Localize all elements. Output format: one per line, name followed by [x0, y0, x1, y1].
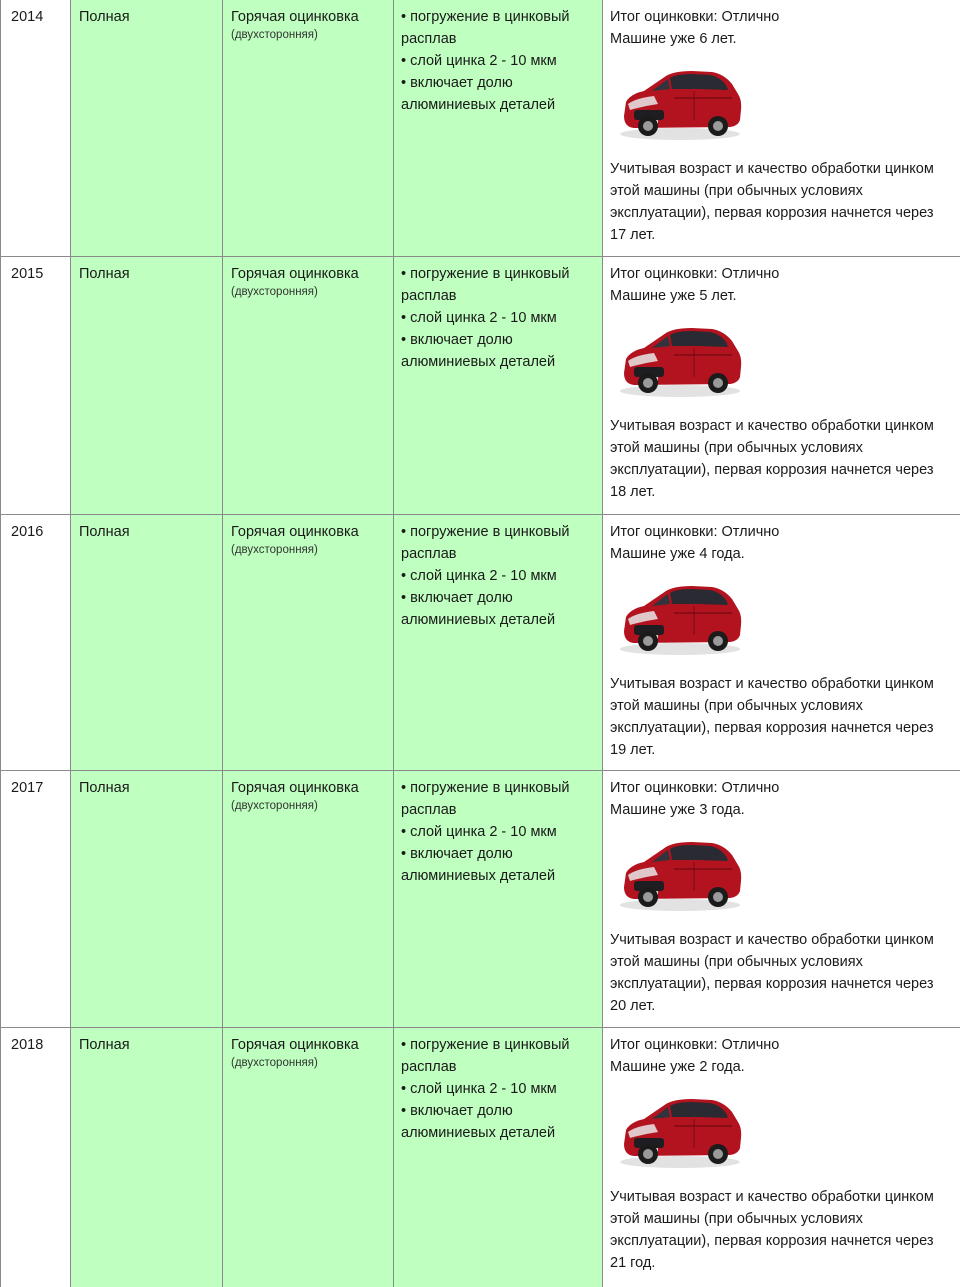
- table-row: [1, 771, 960, 1028]
- year-cell: 2015: [1, 257, 71, 514]
- method-cell: [223, 515, 394, 770]
- description-bullet: • погружение в цинковый расплав: [401, 266, 570, 304]
- summary-cell: [603, 257, 960, 514]
- red-sedan-car-icon: [614, 1086, 744, 1172]
- red-sedan-car-icon: [614, 315, 744, 401]
- rating-text: Итог оцинковки: Отлично: [610, 9, 780, 25]
- method-note: (двухсторонняя): [231, 800, 318, 812]
- rating-text: Итог оцинковки: Отлично: [610, 266, 780, 282]
- description-cell: [394, 771, 603, 1027]
- description-bullet: • погружение в цинковый расплав: [401, 524, 570, 562]
- age-text: Машине уже 5 лет.: [610, 288, 737, 304]
- summary-cell: [603, 771, 960, 1027]
- method-cell: [223, 771, 394, 1027]
- age-text: Машине уже 4 года.: [610, 546, 745, 562]
- description-bullet: • включает долю алюминиевых деталей: [401, 846, 556, 884]
- year-cell: 2017: [1, 771, 71, 1027]
- description-bullet: • погружение в цинковый расплав: [401, 9, 570, 47]
- method-cell: [223, 0, 394, 256]
- description-bullet: • включает долю алюминиевых деталей: [401, 332, 556, 370]
- coverage-cell: Полная: [71, 1028, 223, 1287]
- red-sedan-car-icon: [614, 58, 744, 144]
- description-bullet: • слой цинка 2 - 10 мкм: [401, 568, 557, 584]
- rating-text: Итог оцинковки: Отлично: [610, 524, 780, 540]
- coverage-cell: Полная: [71, 771, 223, 1027]
- method-cell: [223, 1028, 394, 1287]
- method-label: Горячая оцинковка: [231, 266, 359, 282]
- age-text: Машине уже 3 года.: [610, 802, 745, 818]
- table-row: [1, 515, 960, 771]
- coverage-cell: Полная: [71, 257, 223, 514]
- method-note: (двухсторонняя): [231, 1057, 318, 1069]
- summary-cell: [603, 1028, 960, 1287]
- year-cell: 2016: [1, 515, 71, 770]
- description-bullet: • включает долю алюминиевых деталей: [401, 590, 556, 628]
- age-text: Машине уже 2 года.: [610, 1059, 745, 1075]
- description-cell: [394, 1028, 603, 1287]
- conclusion-text: Учитывая возраст и качество обработки цинком этой машины (при обычных условиях эксплуатации), первая коррозия начнется через 17 лет.: [610, 161, 934, 243]
- description-bullet: • включает долю алюминиевых деталей: [401, 1103, 556, 1141]
- method-note: (двухсторонняя): [231, 286, 318, 298]
- method-cell: [223, 257, 394, 514]
- summary-cell: [603, 515, 960, 770]
- table-row: [1, 257, 960, 515]
- age-text: Машине уже 6 лет.: [610, 31, 737, 47]
- description-bullet: • слой цинка 2 - 10 мкм: [401, 53, 557, 69]
- red-sedan-car-icon: [614, 573, 744, 659]
- description-bullet: • слой цинка 2 - 10 мкм: [401, 310, 557, 326]
- description-bullet: • погружение в цинковый расплав: [401, 780, 570, 818]
- table-row: [1, 1028, 960, 1287]
- description-cell: [394, 0, 603, 256]
- conclusion-text: Учитывая возраст и качество обработки цинком этой машины (при обычных условиях эксплуатации), первая коррозия начнется через 19 лет.: [610, 676, 934, 758]
- description-bullet: • слой цинка 2 - 10 мкм: [401, 824, 557, 840]
- description-cell: [394, 257, 603, 514]
- rating-text: Итог оцинковки: Отлично: [610, 780, 780, 796]
- method-label: Горячая оцинковка: [231, 9, 359, 25]
- description-bullet: • погружение в цинковый расплав: [401, 1037, 570, 1075]
- description-cell: [394, 515, 603, 770]
- year-cell: 2014: [1, 0, 71, 256]
- method-label: Горячая оцинковка: [231, 524, 359, 540]
- method-label: Горячая оцинковка: [231, 780, 359, 796]
- rating-text: Итог оцинковки: Отлично: [610, 1037, 780, 1053]
- table-row: [1, 0, 960, 257]
- method-note: (двухсторонняя): [231, 29, 318, 41]
- method-note: (двухсторонняя): [231, 544, 318, 556]
- conclusion-text: Учитывая возраст и качество обработки цинком этой машины (при обычных условиях эксплуатации), первая коррозия начнется через 18 лет.: [610, 418, 934, 500]
- conclusion-text: Учитывая возраст и качество обработки цинком этой машины (при обычных условиях эксплуатации), первая коррозия начнется через 21 год.: [610, 1189, 934, 1271]
- year-cell: 2018: [1, 1028, 71, 1287]
- description-bullet: • включает долю алюминиевых деталей: [401, 75, 556, 113]
- method-label: Горячая оцинковка: [231, 1037, 359, 1053]
- description-bullet: • слой цинка 2 - 10 мкм: [401, 1081, 557, 1097]
- summary-cell: [603, 0, 960, 256]
- red-sedan-car-icon: [614, 829, 744, 915]
- conclusion-text: Учитывая возраст и качество обработки цинком этой машины (при обычных условиях эксплуатации), первая коррозия начнется через 20 лет.: [610, 932, 934, 1014]
- coverage-cell: Полная: [71, 515, 223, 770]
- coverage-cell: Полная: [71, 0, 223, 256]
